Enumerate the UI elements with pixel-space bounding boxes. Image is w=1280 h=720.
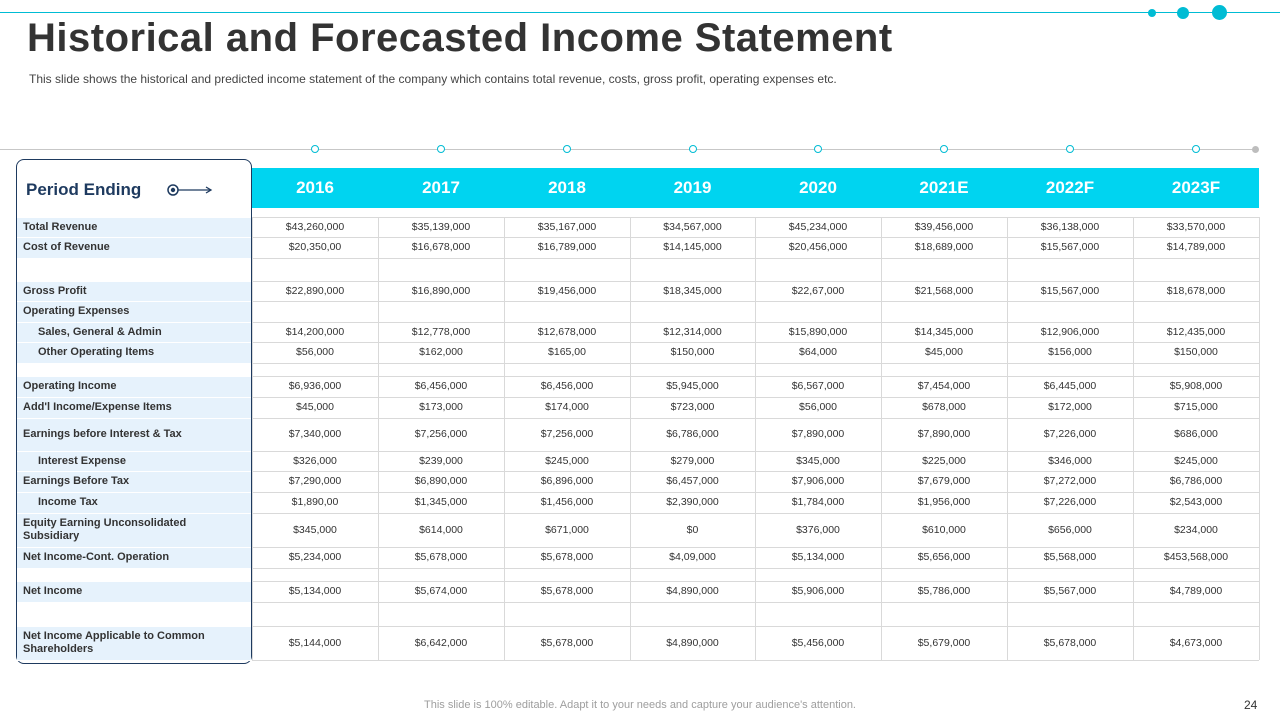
page-number: 24: [1244, 698, 1258, 712]
table-cell: $18,345,000: [663, 285, 722, 297]
table-cell: $7,340,000: [288, 428, 342, 440]
table-cell: $172,000: [1048, 401, 1092, 413]
table-cell: $6,786,000: [1169, 475, 1223, 487]
label-row-divider: [17, 602, 251, 603]
table-cell: $5,786,000: [917, 585, 971, 597]
row-label-text: Sales, General & Admin: [38, 325, 162, 338]
row-label-text: Operating Expenses: [23, 305, 130, 317]
table-cell: $45,234,000: [788, 221, 848, 233]
timeline-dot: [563, 145, 571, 153]
year-header: 2022F: [1045, 178, 1095, 197]
table-cell: $165,00: [548, 346, 586, 358]
row-label-text: Net Income Applicable to Common Shareholders: [23, 630, 205, 655]
row-label: [23, 471, 245, 492]
table-row-divider: [252, 660, 1259, 661]
row-label-text: Operating Income: [23, 380, 117, 392]
row-label: [23, 626, 245, 660]
table-cell: $345,000: [293, 524, 337, 536]
table-cell: $4,890,000: [666, 637, 719, 649]
table-cell: $5,134,000: [288, 585, 342, 597]
table-cell: $0: [686, 524, 699, 536]
table-cell: $656,000: [1048, 524, 1092, 536]
row-label-text: Net Income-Cont. Operation: [23, 551, 170, 563]
row-label: [23, 581, 245, 602]
row-label: [23, 301, 245, 322]
table-cell: $346,000: [1048, 455, 1092, 467]
table-cell: $715,000: [1174, 401, 1218, 413]
table-cell: $4,890,000: [666, 585, 719, 597]
table-cell: $12,778,000: [411, 326, 471, 338]
row-label-text: Earnings before Interest & Tax: [23, 428, 182, 440]
table-cell: $14,345,000: [914, 326, 974, 338]
table-cell: $678,000: [922, 401, 966, 413]
table-cell: $376,000: [796, 524, 840, 536]
table-cell: $453,568,000: [1163, 551, 1229, 563]
timeline-dot: [437, 145, 445, 153]
table-cell: $22,67,000: [791, 285, 845, 297]
table-cell: $7,226,000: [1043, 428, 1097, 440]
table-cell: $150,000: [670, 346, 715, 358]
table-cell: $245,000: [1174, 455, 1218, 467]
year-header: 2021E: [919, 178, 969, 197]
row-label: [23, 376, 245, 397]
timeline-dot: [1192, 145, 1200, 153]
table-cell: $6,457,000: [666, 475, 719, 487]
table-cell: $5,945,000: [666, 380, 719, 392]
table-cell: $7,679,000: [917, 475, 971, 487]
table-cell: $150,000: [1174, 346, 1218, 358]
table-cell: $6,786,000: [666, 428, 719, 440]
row-label: [23, 513, 245, 547]
label-row-divider: [17, 568, 251, 569]
row-label: [23, 342, 245, 363]
table-cell: $5,678,000: [540, 637, 594, 649]
table-cell: $156,000: [1048, 346, 1092, 358]
year-header: 2023F: [1171, 178, 1221, 197]
table-cell: $18,678,000: [1166, 285, 1226, 297]
table-cell: $1,345,000: [414, 496, 468, 508]
table-cell: $5,678,000: [414, 551, 468, 563]
table-cell: $5,908,000: [1169, 380, 1223, 392]
timeline-dot: [814, 145, 822, 153]
row-label: [23, 451, 245, 471]
table-cell: $43,260,000: [285, 221, 345, 233]
slide-subtitle: This slide shows the historical and predicted income statement of the company which contains total revenue, costs, gross profit, operating expenses etc.: [29, 72, 837, 86]
label-row-divider: [17, 660, 251, 661]
row-label-text: Cost of Revenue: [23, 241, 110, 253]
table-cell: $45,000: [296, 401, 334, 413]
row-label-text: Total Revenue: [23, 220, 98, 233]
table-cell: $173,000: [419, 401, 463, 413]
year-header: 2018: [548, 178, 586, 197]
row-label-text: Add'l Income/Expense Items: [23, 401, 172, 413]
table-cell: $45,000: [925, 346, 963, 358]
table-cell: $16,890,000: [411, 285, 471, 297]
table-cell: $686,000: [1174, 428, 1218, 440]
row-label: [23, 492, 245, 513]
row-label-text: Net Income: [23, 585, 83, 597]
table-cell: $7,272,000: [1043, 475, 1097, 487]
table-cell: $2,390,000: [666, 496, 719, 508]
table-cell: $6,936,000: [288, 380, 342, 392]
table-cell: $39,456,000: [914, 221, 974, 233]
table-cell: $4,673,000: [1169, 637, 1223, 649]
table-cell: $21,568,000: [914, 285, 974, 297]
table-cell: $6,567,000: [791, 380, 845, 392]
table-cell: $12,678,000: [537, 326, 597, 338]
row-label: [23, 281, 245, 301]
table-cell: $12,906,000: [1040, 326, 1100, 338]
table-cell: $5,656,000: [917, 551, 971, 563]
row-label: [23, 322, 245, 342]
timeline-dot: [311, 145, 319, 153]
table-cell: $5,679,000: [917, 637, 971, 649]
table-cell: $22,890,000: [285, 285, 345, 297]
table-cell: $7,290,000: [288, 475, 342, 487]
table-cell: $1,784,000: [791, 496, 845, 508]
row-label-text: Interest Expense: [38, 454, 127, 467]
table-cell: $5,567,000: [1043, 585, 1097, 597]
table-cell: $6,456,000: [540, 380, 594, 392]
arrow-timeline-icon: [166, 182, 216, 198]
table-cell: $64,000: [799, 346, 837, 358]
table-cell: $6,445,000: [1043, 380, 1097, 392]
timeline-dot: [689, 145, 697, 153]
table-cell: $36,138,000: [1040, 221, 1100, 233]
decorative-dot-small: [1148, 9, 1156, 17]
table-cell: $5,234,000: [288, 551, 342, 563]
year-header: 2019: [673, 178, 712, 197]
table-cell: $14,145,000: [663, 241, 722, 253]
table-cell: $7,256,000: [414, 428, 468, 440]
table-cell: $18,689,000: [914, 241, 974, 253]
table-cell: $12,435,000: [1166, 326, 1226, 338]
row-label-text: Other Operating Items: [38, 346, 155, 358]
row-label-text: Gross Profit: [23, 284, 87, 297]
table-cell: $5,674,000: [414, 585, 468, 597]
table-cell: $12,314,000: [663, 326, 722, 338]
table-cell: $19,456,000: [537, 285, 597, 297]
label-row-divider: [17, 258, 251, 259]
table-cell: $5,906,000: [791, 585, 845, 597]
table-cell: $162,000: [419, 346, 463, 358]
row-label: [23, 237, 245, 258]
table-cell: $245,000: [545, 455, 589, 467]
table-cell: $7,256,000: [540, 428, 594, 440]
row-label-text: Income Tax: [38, 496, 98, 508]
table-cell: $7,454,000: [917, 380, 971, 392]
table-cell: $33,570,000: [1166, 221, 1226, 233]
table-cell: $671,000: [545, 524, 589, 536]
table-cell: $7,890,000: [791, 428, 845, 440]
table-cell: $16,789,000: [537, 241, 597, 253]
row-label: [23, 217, 245, 237]
top-accent-line: [0, 12, 1280, 13]
year-header: 2020: [799, 178, 837, 197]
table-cell: $1,456,000: [540, 496, 594, 508]
table-cell: $5,144,000: [288, 637, 342, 649]
table-cell: $326,000: [293, 455, 337, 467]
row-label: [23, 418, 245, 451]
table-cell: $723,000: [670, 401, 715, 413]
table-cell: $35,139,000: [411, 221, 471, 233]
timeline-dot: [940, 145, 948, 153]
table-cell: $15,567,000: [1040, 241, 1100, 253]
table-cell: $174,000: [545, 401, 589, 413]
row-label-text: Earnings Before Tax: [23, 475, 130, 487]
table-cell: $7,226,000: [1043, 496, 1097, 508]
year-header: 2017: [422, 178, 460, 197]
table-cell: $614,000: [419, 524, 463, 536]
slide-title: Historical and Forecasted Income Statement: [27, 16, 893, 60]
table-cell: $1,890,00: [291, 496, 339, 508]
decorative-dot-large: [1212, 5, 1227, 20]
table-cell: $4,09,000: [669, 551, 716, 563]
table-cell: $6,456,000: [414, 380, 468, 392]
label-row-divider: [17, 363, 251, 364]
table-cell: $5,456,000: [791, 637, 845, 649]
table-cell: $610,000: [922, 524, 966, 536]
table-cell: $35,167,000: [537, 221, 597, 233]
table-cell: $7,906,000: [791, 475, 845, 487]
footer-note: This slide is 100% editable. Adapt it to your needs and capture your audience's attention.: [424, 699, 856, 711]
table-cell: $5,678,000: [540, 551, 594, 563]
table-cell: $15,567,000: [1040, 285, 1100, 297]
row-label: [23, 397, 245, 418]
period-ending-label: Period Ending: [26, 180, 142, 199]
table-cell: $4,789,000: [1169, 585, 1223, 597]
timeline-end-dot: [1252, 146, 1259, 153]
table-column-divider: [1259, 217, 1260, 660]
table-cell: $56,000: [296, 346, 334, 358]
table-cell: $7,890,000: [917, 428, 971, 440]
table-cell: $6,890,000: [414, 475, 468, 487]
table-cell: $345,000: [796, 455, 840, 467]
table-cell: $5,678,000: [540, 585, 594, 597]
table-cell: $20,350,00: [288, 241, 342, 253]
row-label: [23, 547, 245, 568]
year-header: 2016: [296, 178, 334, 197]
table-cell: $279,000: [670, 455, 715, 467]
table-cell: $2,543,000: [1169, 496, 1223, 508]
table-cell: $5,134,000: [791, 551, 845, 563]
timeline-dot: [1066, 145, 1074, 153]
decorative-dot-medium: [1177, 7, 1189, 19]
table-cell: $5,568,000: [1043, 551, 1097, 563]
table-cell: $20,456,000: [788, 241, 848, 253]
table-cell: $6,642,000: [414, 637, 468, 649]
row-label-text: Equity Earning Unconsolidated Subsidiary: [23, 517, 187, 542]
table-cell: $239,000: [419, 455, 463, 467]
table-cell: $15,890,000: [788, 326, 848, 338]
table-cell: $5,678,000: [1043, 637, 1097, 649]
table-cell: $14,200,000: [285, 326, 345, 338]
table-cell: $16,678,000: [411, 241, 471, 253]
table-cell: $225,000: [922, 455, 966, 467]
table-cell: $1,956,000: [917, 496, 971, 508]
table-cell: $14,789,000: [1166, 241, 1226, 253]
table-cell: $34,567,000: [663, 221, 722, 233]
table-cell: $56,000: [799, 401, 837, 413]
table-cell: $6,896,000: [540, 475, 594, 487]
table-cell: $234,000: [1174, 524, 1218, 536]
